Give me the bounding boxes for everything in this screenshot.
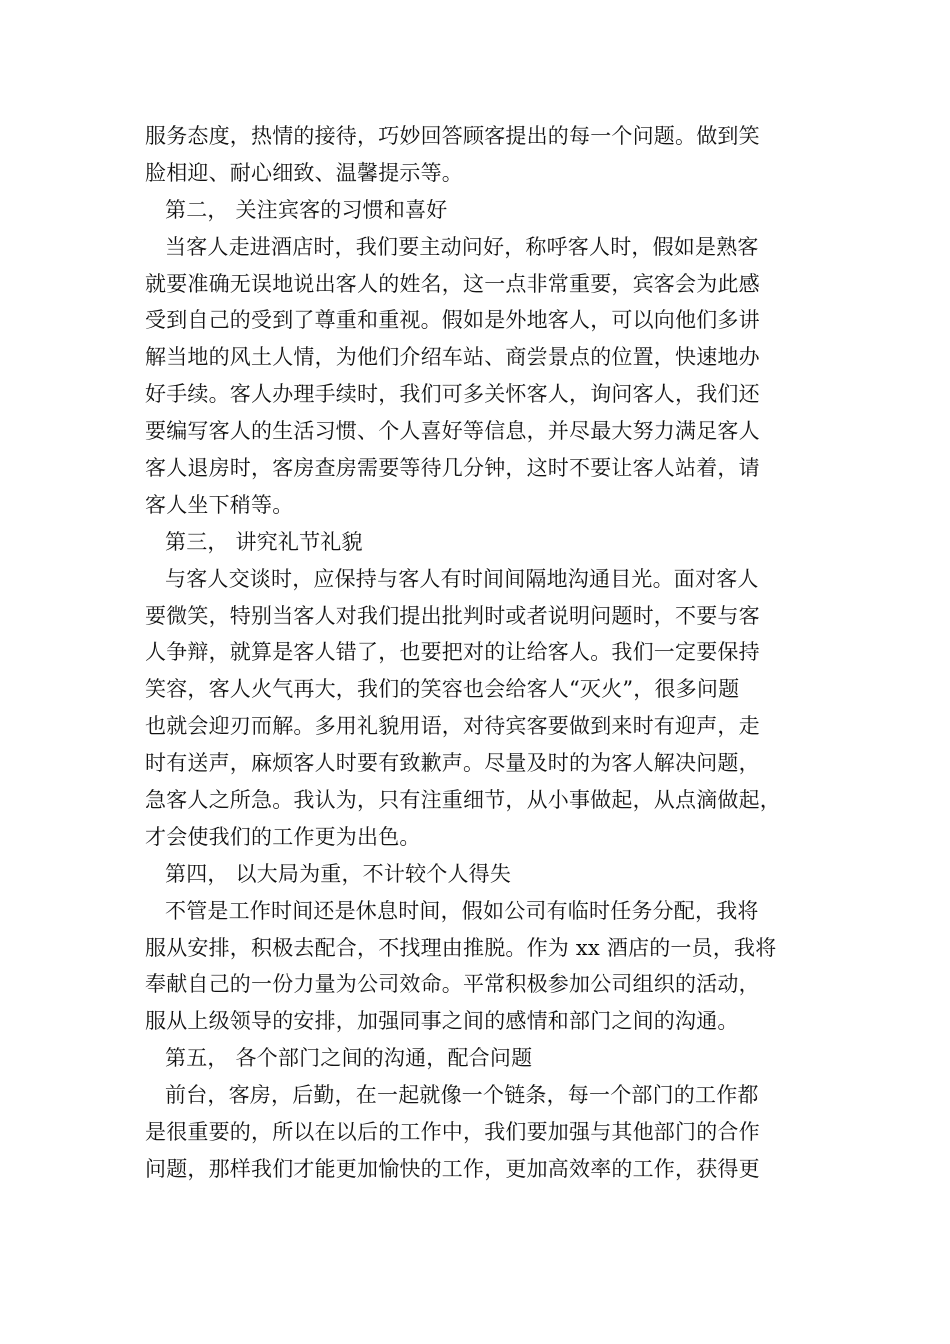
paragraph-line: 不管是工作时间还是休息时间，假如公司有临时任务分配，我将: [165, 898, 759, 923]
paragraph-line: 服从上级领导的安排，加强同事之间的感情和部门之间的沟通。: [145, 1009, 739, 1034]
section-heading: 第二， 关注宾客的习惯和喜好: [165, 197, 448, 222]
paragraph-line: 问题，那样我们才能更加愉快的工作，更加高效率的工作，获得更: [145, 1156, 760, 1181]
paragraph-line: 当客人走进酒店时，我们要主动问好，称呼客人时，假如是熟客: [165, 234, 759, 259]
section-heading: 第五， 各个部门之间的沟通，配合问题: [165, 1046, 533, 1071]
paragraph-line: 受到自己的受到了尊重和重视。假如是外地客人，可以向他们多讲: [145, 308, 760, 333]
paragraph-line: 与客人交谈时，应保持与客人有时间间隔地沟通目光。面对客人: [165, 566, 759, 591]
paragraph-line: 客人坐下稍等。: [145, 492, 294, 517]
paragraph-line: 要微笑，特别当客人对我们提出批判时或者说明问题时，不要与客: [145, 603, 760, 628]
paragraph-line: 解当地的风土人情，为他们介绍车站、商尝景点的位置，快速地办: [145, 345, 760, 370]
document-body: [145, 118, 825, 1188]
paragraph-line: 急客人之所急。我认为，只有注重细节，从小事做起，从点滴做起，: [145, 788, 781, 813]
paragraph-line: 笑容，客人火气再大，我们的笑容也会给客人“灭火”，很多问题: [145, 677, 740, 702]
paragraph-line: 奉献自己的一份力量为公司效命。平常积极参加公司组织的活动，: [145, 972, 760, 997]
paragraph-line: 时有送声，麻烦客人时要有致歉声。尽量及时的为客人解决问题，: [145, 751, 760, 776]
paragraph-line: 要编写客人的生活习惯、个人喜好等信息，并尽最大努力满足客人: [145, 419, 760, 444]
paragraph-line: 客人退房时，客房查房需要等待几分钟，这时不要让客人站着，请: [145, 456, 760, 481]
paragraph-line: 服从安排，积极去配合，不找理由推脱。作为 xx 酒店的一员，我将: [145, 935, 777, 960]
paragraph-line: 人争辩，就算是客人错了，也要把对的让给客人。我们一定要保持: [145, 640, 760, 665]
paragraph-line: 好手续。客人办理手续时，我们可多关怀客人，询问客人，我们还: [145, 382, 760, 407]
paragraph-line: 前台，客房，后勤，在一起就像一个链条，每一个部门的工作都: [165, 1083, 759, 1108]
paragraph-line: 服务态度，热情的接待，巧妙回答顾客提出的每一个问题。做到笑: [145, 124, 760, 148]
paragraph-line: 就要准确无误地说出客人的姓名，这一点非常重要，宾客会为此感: [145, 271, 760, 296]
paragraph-line: 也就会迎刃而解。多用礼貌用语，对待宾客要做到来时有迎声，走: [145, 714, 760, 739]
section-heading: 第四， 以大局为重，不计较个人得失: [165, 861, 512, 886]
paragraph-line: 才会使我们的工作更为出色。: [145, 824, 421, 849]
paragraph-line: 是很重要的，所以在以后的工作中，我们要加强与其他部门的合作: [145, 1120, 760, 1145]
paragraph-line: 脸相迎、耐心细致、温馨提示等。: [145, 160, 463, 185]
section-heading: 第三， 讲究礼节礼貌: [165, 529, 363, 554]
